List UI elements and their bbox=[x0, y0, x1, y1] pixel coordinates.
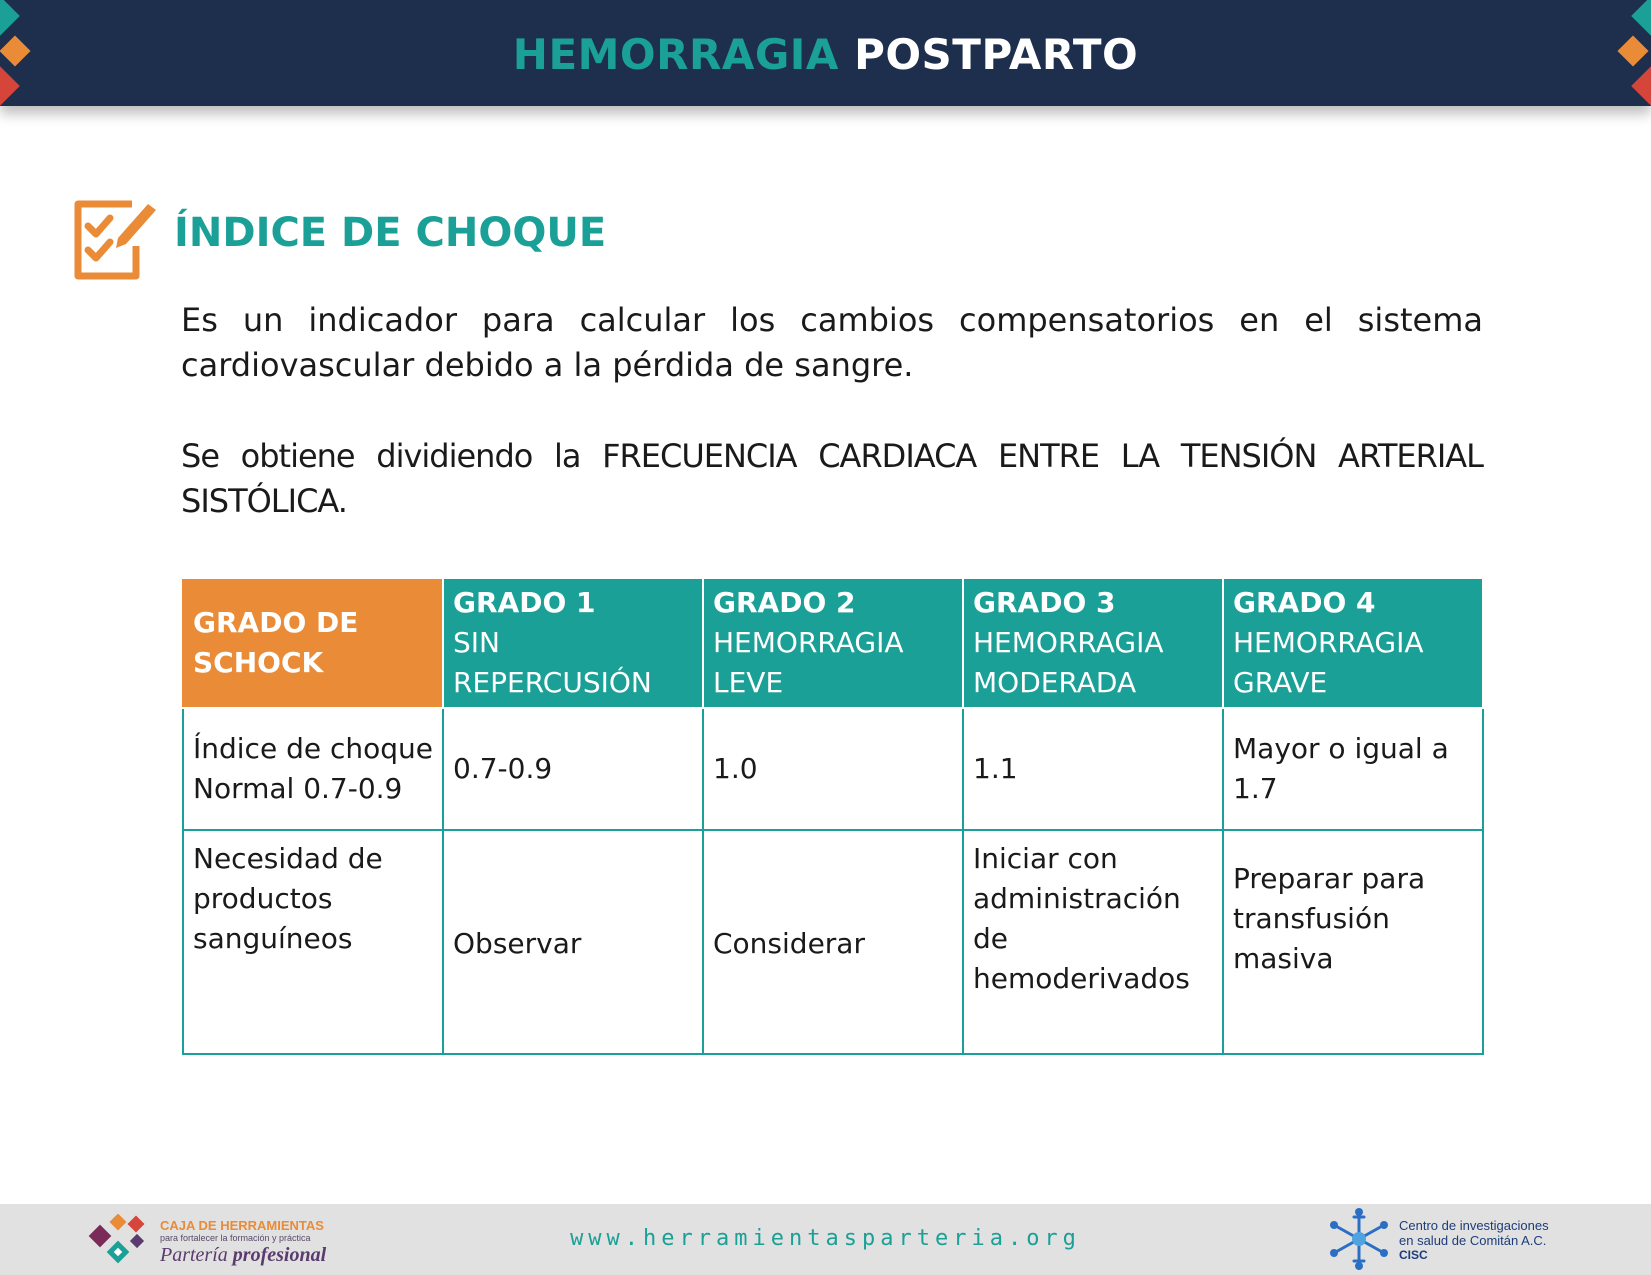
table-row bbox=[183, 708, 1483, 830]
title-part-1: HEMORRAGIA bbox=[512, 30, 839, 79]
grade-description: HEMORRAGIA MODERADA bbox=[973, 626, 1164, 699]
header-grade-4 bbox=[1223, 578, 1483, 708]
page-title bbox=[0, 30, 1651, 79]
grade-description: HEMORRAGIA LEVE bbox=[713, 626, 904, 699]
checklist-icon bbox=[74, 196, 158, 280]
cisc-line-1: Centro de investigaciones bbox=[1399, 1218, 1549, 1233]
table-cell: 1.1 bbox=[963, 708, 1223, 830]
grade-label: GRADO 4 bbox=[1233, 586, 1376, 619]
website-url: www.herramientasparteria.org bbox=[570, 1226, 1081, 1251]
logo-word-parteria: Partería bbox=[160, 1244, 228, 1266]
section-title: ÍNDICE DE CHOQUE bbox=[174, 210, 607, 256]
cisc-line-2: en salud de Comitán A.C. bbox=[1399, 1233, 1547, 1248]
shock-index-table bbox=[182, 577, 1484, 1055]
table-cell: Considerar bbox=[703, 830, 963, 1054]
grade-label: GRADO 2 bbox=[713, 586, 856, 619]
logo-line-2: para fortalecer la formación y práctica bbox=[160, 1233, 311, 1243]
cisc-logo bbox=[1326, 1208, 1576, 1270]
row-label: Índice de choque Normal 0.7-0.9 bbox=[183, 708, 443, 830]
table-cell: 1.0 bbox=[703, 708, 963, 830]
grade-label: GRADO 1 bbox=[453, 586, 596, 619]
formula-paragraph: Se obtiene dividiendo la FRECUENCIA CARDIACA ENTRE LA TENSIÓN ARTERIAL SISTÓLICA. bbox=[181, 437, 1483, 520]
header-grado-de-schock: GRADO DE SCHOCK bbox=[183, 578, 443, 708]
header-grade-2 bbox=[703, 578, 963, 708]
header-bar bbox=[0, 0, 1651, 106]
header-grade-1 bbox=[443, 578, 703, 708]
table-cell: Mayor o igual a 1.7 bbox=[1223, 708, 1483, 830]
logo-line-1: CAJA DE HERRAMIENTAS bbox=[160, 1218, 324, 1233]
grade-description: HEMORRAGIA GRAVE bbox=[1233, 626, 1424, 699]
logo-word-profesional: profesional bbox=[232, 1244, 327, 1266]
table-cell: 0.7-0.9 bbox=[443, 708, 703, 830]
snowflake-logo-icon bbox=[1326, 1208, 1392, 1270]
grade-label: GRADO 3 bbox=[973, 586, 1116, 619]
table-row bbox=[183, 830, 1483, 1054]
cisc-line-3: CISC bbox=[1399, 1248, 1428, 1262]
title-part-2: POSTPARTO bbox=[854, 30, 1139, 79]
row-label: Necesidad de productos sanguíneos bbox=[183, 830, 443, 1054]
table-header-row bbox=[183, 578, 1483, 708]
table-cell: Preparar para transfusión masiva bbox=[1223, 830, 1483, 1054]
table-cell: Iniciar con administración de hemoderivados bbox=[963, 830, 1223, 1054]
table-cell: Observar bbox=[443, 830, 703, 1054]
header-grade-3 bbox=[963, 578, 1223, 708]
intro-paragraph: Es un indicador para calcular los cambios compensatorios en el sistema cardiovascular debido a la pérdida de sangre. bbox=[181, 301, 1483, 384]
grade-description: SIN REPERCUSIÓN bbox=[453, 626, 652, 699]
